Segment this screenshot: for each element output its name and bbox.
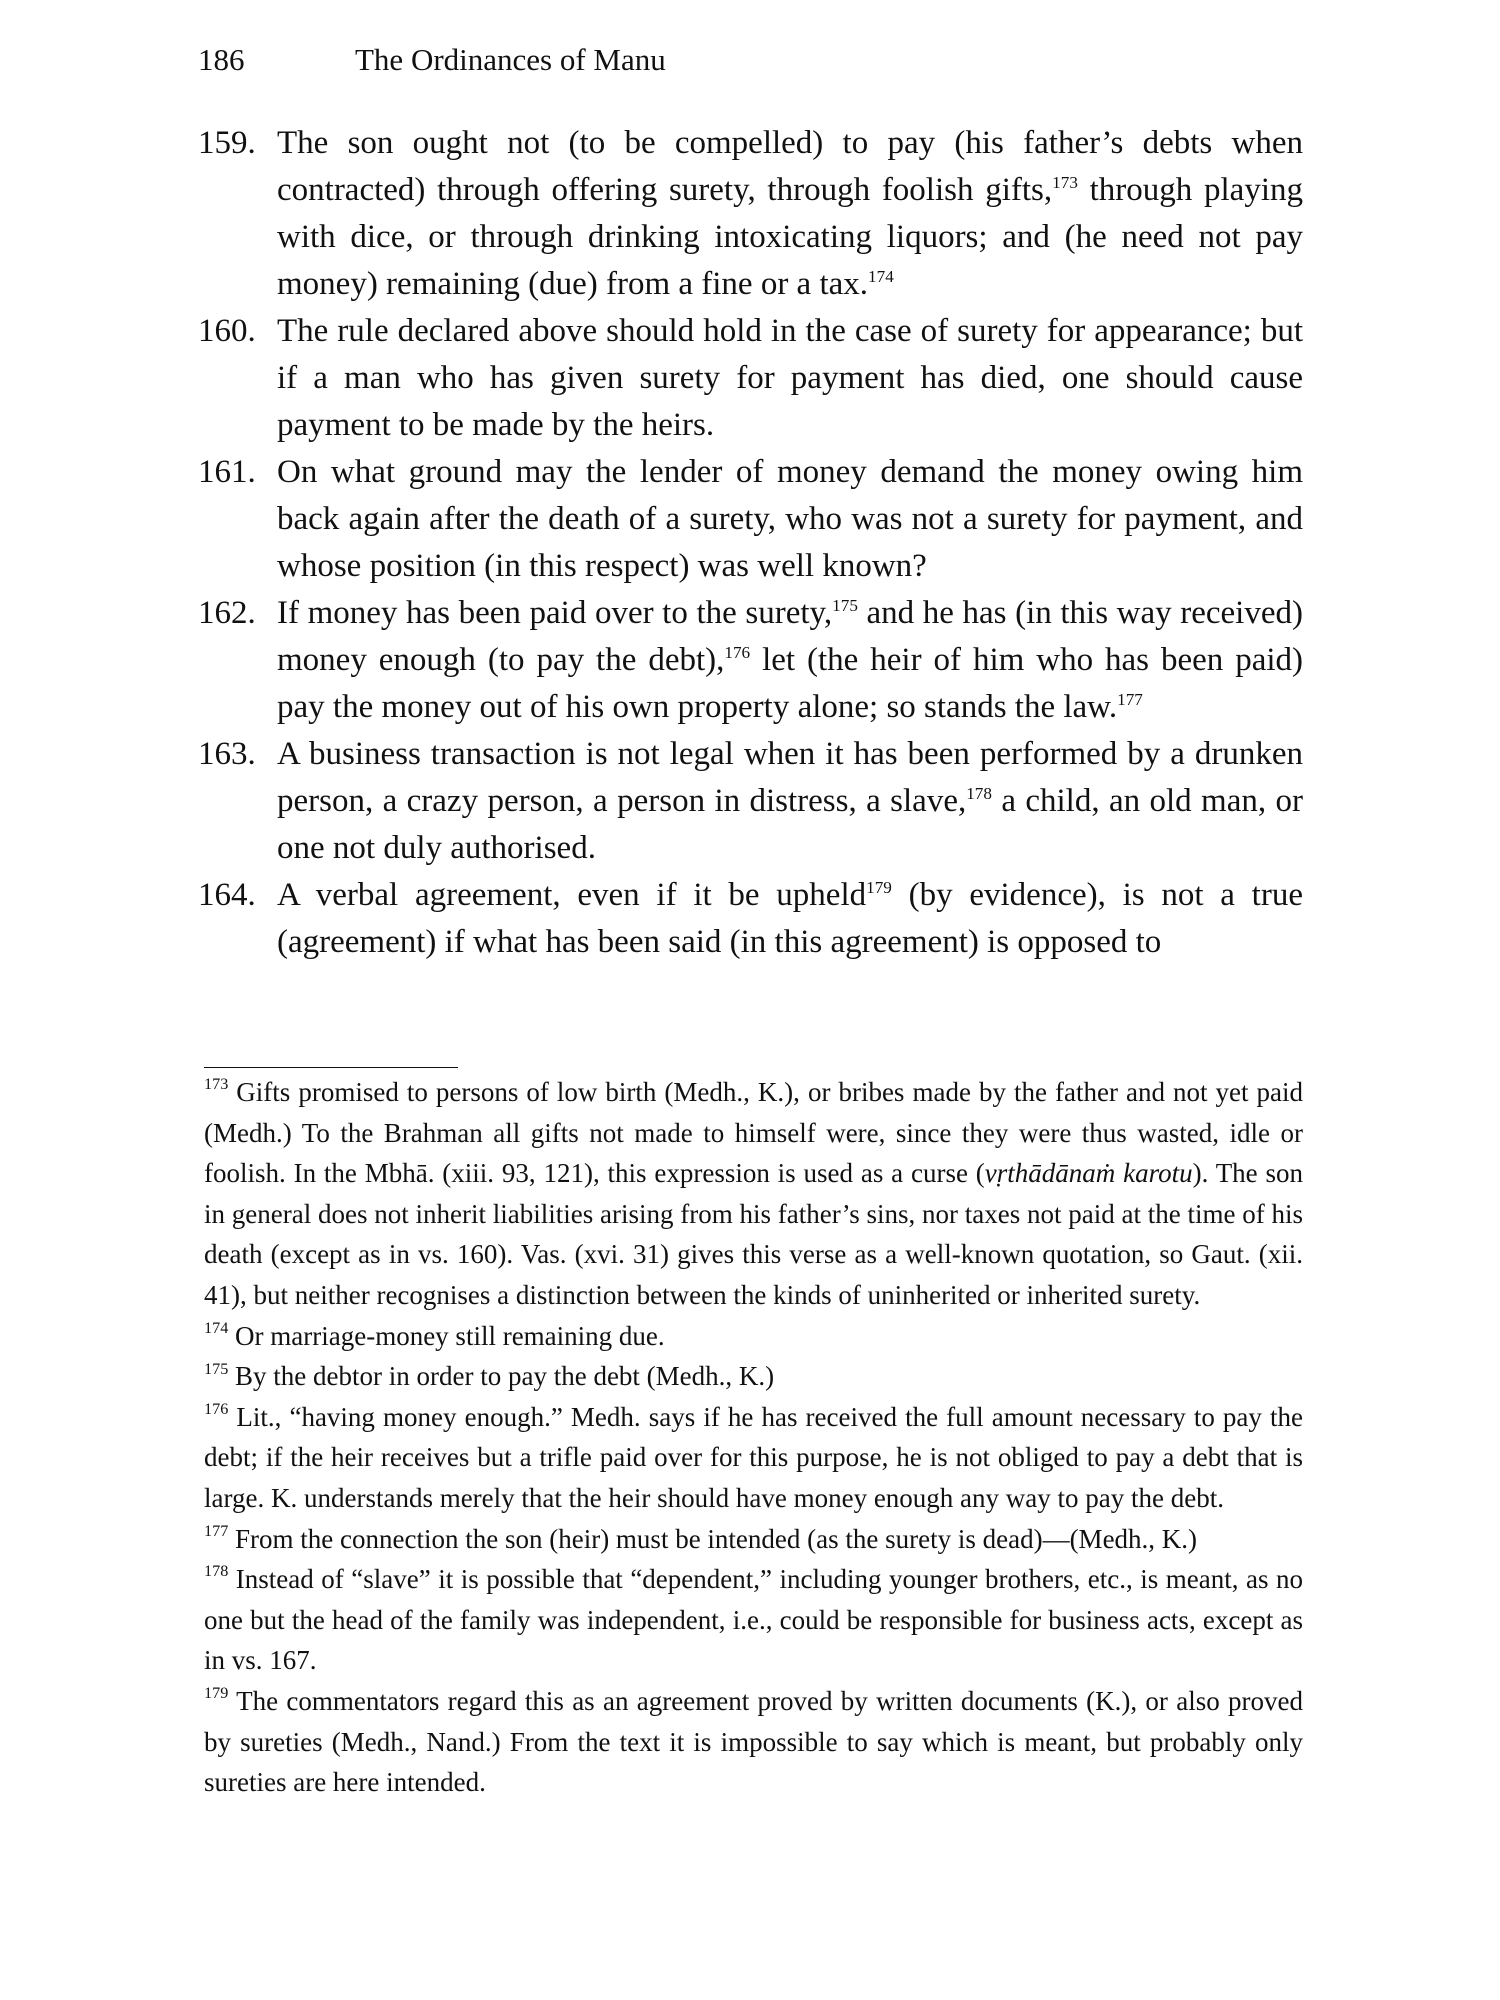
footnote-175: [204, 1356, 1303, 1397]
verse-number: 159.: [198, 125, 256, 161]
verse-text-run: A business transaction is not legal when it has been performed by a drunken person, a crazy person, a person in distress, a slave,: [277, 736, 1303, 819]
footnote-marker: 175: [204, 1359, 229, 1378]
footnote-176: [204, 1397, 1303, 1519]
running-title: The Ordinances of Manu: [355, 42, 666, 77]
verse-text-run: A verbal agreement, even if it be upheld: [277, 877, 867, 913]
footnote-marker: 178: [204, 1562, 229, 1581]
verse-text-run: The rule declared above should hold in the case of surety for appearance; but if a man who has given surety for payment has died, one should cause payment to be made by the heirs.: [277, 313, 1303, 443]
footnote-174: [204, 1316, 1303, 1357]
verse-text-run: and he has (in this way received) money enough (to pay the debt),: [277, 595, 1303, 678]
verse-text-run: If money has been paid over to the surety,: [277, 595, 833, 631]
verse-text: [277, 731, 1303, 872]
footnote-text-run: From the connection the son (heir) must be intended (as the surety is dead)—(Medh., K.): [228, 1523, 1198, 1554]
running-header: [198, 40, 666, 80]
footnote-177: [204, 1519, 1303, 1560]
verse-159: [198, 120, 1303, 308]
verse-text: [277, 308, 1303, 449]
footnote-text-run: Or marriage-money still remaining due.: [228, 1320, 665, 1351]
footnote-marker: 173: [204, 1075, 229, 1094]
footnote-ref: 177: [1117, 689, 1143, 709]
verse-number: 161.: [198, 454, 256, 490]
footnote-179: [204, 1681, 1303, 1803]
footnote-text-run: Lit., “having money enough.” Medh. says if he has received the full amount necessary to pay the debt; if the heir receives but a trifle paid over for this purpose, he is not obliged to pay a debt that is large. K. understands merely that the heir should have money enough any way to pay the debt.: [204, 1401, 1303, 1513]
verse-text-run: through playing with dice, or through drinking intoxicating liquors; and (he need not pay money) remaining (due) from a fine or a tax.: [277, 172, 1303, 302]
footnote-text-run: By the debtor in order to pay the debt (Medh., K.): [228, 1361, 775, 1392]
verse-text-run: The son ought not (to be compelled) to pay (his father’s debts when contracted) through offering surety, through foolish gifts,: [277, 125, 1303, 208]
footnote-ref: 175: [832, 595, 858, 615]
footnote-marker: 176: [204, 1400, 229, 1419]
footnote-marker: 179: [204, 1684, 229, 1703]
verse-number: 162.: [198, 595, 256, 631]
footnote-text-run: ). The son in general does not inherit liabilities arising from his father’s sins, nor taxes not paid at the time of his death (except as in vs. 160). Vas. (xvi. 31) gives this verse as a well-known quotation, so Gaut. (xii. 41), but neither recognises a distinction between the kinds of uninherited or inherited surety.: [204, 1158, 1304, 1310]
verse-number: 164.: [198, 877, 256, 913]
page-number: 186: [198, 42, 245, 77]
footnote-ref: 173: [1052, 172, 1078, 192]
footnote-text-run: Gifts promised to persons of low birth (Medh., K.), or bribes made by the father and not yet paid (Medh.) To the Brahman all gifts not made to himself were, since they were thus wasted, idle or foolish. In the Mbhā. (xiii. 93, 121), this expression is used as a curse (: [204, 1077, 1303, 1189]
footnote-ref: 179: [866, 877, 892, 897]
verse-text-run: let (the heir of him who has been paid) pay the money out of his own property alone; so stands the law.: [277, 642, 1304, 725]
verse-number: 160.: [198, 313, 256, 349]
footnote-marker: 174: [204, 1318, 229, 1337]
footnote-text-run: The commentators regard this as an agreement proved by written documents (K.), or also proved by sureties (Medh., Nand.) From the text it is impossible to say which is meant, but probably only sureties are here intended.: [204, 1685, 1303, 1798]
verse-text: [277, 590, 1303, 731]
footnote-marker: 177: [204, 1521, 229, 1540]
verse-text: [277, 872, 1303, 966]
verse-text-run: a child, an old man, or one not duly authorised.: [277, 783, 1303, 866]
footnote-text-run: Instead of “slave” it is possible that “dependent,” including younger brothers, etc., is meant, as no one but the head of the family was independent, i.e., could be responsible for business acts, except as in vs. 167.: [204, 1564, 1303, 1676]
footnote-173: [204, 1072, 1303, 1316]
footnote-list: [204, 1072, 1303, 1803]
footnote-ref: 178: [966, 783, 992, 803]
verse-text: [277, 449, 1303, 590]
verse-162: [198, 590, 1303, 731]
footnote-ref: 174: [868, 266, 894, 286]
verse-text-run: On what ground may the lender of money demand the money owing him back again after the death of a surety, who was not a surety for payment, and whose position (in this respect) was well known?: [277, 454, 1303, 584]
verse-list: [198, 120, 1303, 966]
footnote-divider: [204, 1067, 458, 1068]
verse-text: [277, 120, 1303, 308]
verse-163: [198, 731, 1303, 872]
verse-number: 163.: [198, 736, 256, 772]
verse-text-run: (by evidence), is not a true (agreement) if what has been said (in this agreement) is opposed to: [277, 877, 1303, 960]
verse-160: [198, 308, 1303, 449]
footnote-italic-term: vṛthādānaṁ karotu: [984, 1158, 1193, 1189]
footnote-178: [204, 1559, 1303, 1681]
footnote-ref: 176: [724, 642, 751, 662]
verse-161: [198, 449, 1303, 590]
verse-164: [198, 872, 1303, 966]
